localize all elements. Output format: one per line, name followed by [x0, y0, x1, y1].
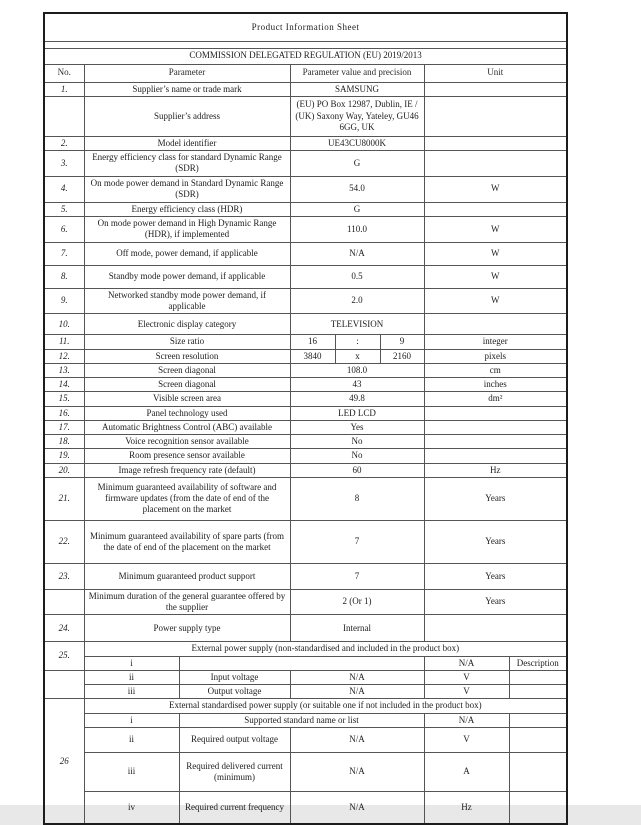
col-header-value: Parameter value and precision	[290, 64, 424, 82]
s26-iv-label: iv	[84, 791, 179, 824]
table-row	[44, 202, 567, 216]
table-row	[44, 335, 567, 349]
refresh-rate-value: 60	[290, 463, 424, 477]
table-row	[44, 685, 567, 699]
presence-sensor-label: Room presence sensor available	[84, 449, 290, 463]
psu-type-unit	[424, 615, 567, 642]
power-hdr-value: 110.0	[290, 216, 424, 242]
col-header-unit: Unit	[424, 64, 567, 82]
s25-iii-extra	[509, 685, 567, 699]
eei-sdr-value: G	[290, 151, 424, 177]
refresh-rate-unit: Hz	[424, 463, 567, 477]
table-row	[44, 265, 567, 288]
table-row	[44, 520, 567, 563]
voice-sensor-unit	[424, 435, 567, 449]
row-guarantee-no	[44, 589, 84, 615]
table-row	[44, 82, 567, 96]
s25-iii-parameter: Output voltage	[179, 685, 290, 699]
panel-tech-label: Panel technology used	[84, 406, 290, 420]
diagonal-cm-unit: cm	[424, 363, 567, 377]
abc-unit	[424, 420, 567, 434]
row-addr-no	[44, 96, 84, 136]
firmware-updates-unit: Years	[424, 477, 567, 520]
standby-value: 0.5	[290, 265, 424, 288]
display-category-label: Electronic display category	[84, 314, 290, 335]
table-row	[44, 449, 567, 463]
s26-ii-value: N/A	[290, 727, 424, 752]
table-row	[44, 392, 567, 406]
row-25-no: 25.	[44, 642, 84, 671]
row-14-no: 14.	[44, 378, 84, 392]
table-row	[44, 656, 567, 670]
diagonal-cm-label: Screen diagonal	[84, 363, 290, 377]
col-header-parameter: Parameter	[84, 64, 290, 82]
row-7-no: 7.	[44, 242, 84, 265]
section-26-header-row	[44, 699, 567, 713]
section-25-header-row	[44, 642, 567, 656]
product-info-table	[43, 12, 568, 825]
row-16-no: 16.	[44, 406, 84, 420]
s26-i-unit: N/A	[424, 713, 509, 727]
row-23-no: 23.	[44, 563, 84, 589]
row-5-no: 5.	[44, 202, 84, 216]
title-spacer	[44, 41, 567, 48]
off-mode-value: N/A	[290, 242, 424, 265]
row-3-no: 3.	[44, 151, 84, 177]
s26-iii-extra	[509, 752, 567, 791]
screen-area-value: 49.8	[290, 392, 424, 406]
eei-sdr-label: Energy efficiency class for standard Dynamic Range (SDR)	[84, 151, 290, 177]
s26-iii-parameter: Required delivered current (minimum)	[179, 752, 290, 791]
row-22-no: 22.	[44, 520, 84, 563]
s26-iii-unit: A	[424, 752, 509, 791]
resolution-value-v: 2160	[380, 349, 424, 363]
power-hdr-unit: W	[424, 216, 567, 242]
table-row	[44, 420, 567, 434]
col-header-no: No.	[44, 64, 84, 82]
table-row	[44, 563, 567, 589]
power-sdr-unit: W	[424, 176, 567, 202]
screen-area-label: Visible screen area	[84, 392, 290, 406]
size-ratio-separator: :	[335, 335, 380, 349]
table-row	[44, 752, 567, 791]
abc-value: Yes	[290, 420, 424, 434]
table-row	[44, 363, 567, 377]
table-row	[44, 615, 567, 642]
size-ratio-unit: integer	[424, 335, 567, 349]
s26-iii-label: iii	[84, 752, 179, 791]
size-ratio-value-1: 16	[290, 335, 335, 349]
diagonal-inch-value: 43	[290, 378, 424, 392]
firmware-updates-value: 8	[290, 477, 424, 520]
size-ratio-value-2: 9	[380, 335, 424, 349]
guarantee-value: 2 (Or 1)	[290, 589, 424, 615]
table-row	[44, 477, 567, 520]
s25-ii-value: N/A	[290, 670, 424, 684]
s26-i-parameter: Supported standard name or list	[179, 713, 424, 727]
row-1-no: 1.	[44, 82, 84, 96]
s25-no-spacer	[44, 670, 84, 699]
row-15-no: 15.	[44, 392, 84, 406]
table-row	[44, 288, 567, 314]
s26-iv-unit: Hz	[424, 791, 509, 824]
guarantee-unit: Years	[424, 589, 567, 615]
s25-i-unit: N/A	[424, 656, 509, 670]
row-21-no: 21.	[44, 477, 84, 520]
s25-i-label: i	[84, 656, 179, 670]
spare-parts-unit: Years	[424, 520, 567, 563]
supplier-name-label: Supplier’s name or trade mark	[84, 82, 290, 96]
row-6-no: 6.	[44, 216, 84, 242]
table-row	[44, 406, 567, 420]
networked-standby-label: Networked standby mode power demand, if applicable	[84, 288, 290, 314]
resolution-unit: pixels	[424, 349, 567, 363]
supplier-address-unit	[424, 96, 567, 136]
diagonal-cm-value: 108.0	[290, 363, 424, 377]
standby-unit: W	[424, 265, 567, 288]
psu-type-value: Internal	[290, 615, 424, 642]
size-ratio-label: Size ratio	[84, 335, 290, 349]
voice-sensor-label: Voice recognition sensor available	[84, 435, 290, 449]
diagonal-inch-label: Screen diagonal	[84, 378, 290, 392]
abc-label: Automatic Brightness Control (ABC) available	[84, 420, 290, 434]
table-row	[44, 151, 567, 177]
standby-label: Standby mode power demand, if applicable	[84, 265, 290, 288]
presence-sensor-value: No	[290, 449, 424, 463]
row-26-no: 26	[44, 699, 84, 825]
table-row	[44, 435, 567, 449]
s25-iii-label: iii	[84, 685, 179, 699]
table-row	[44, 349, 567, 363]
external-psu-header: External power supply (non-standardised and included in the product box)	[84, 642, 567, 656]
product-support-label: Minimum guaranteed product support	[84, 563, 290, 589]
s25-ii-unit: V	[424, 670, 509, 684]
row-12-no: 12.	[44, 349, 84, 363]
s26-i-label: i	[84, 713, 179, 727]
screen-area-unit: dm²	[424, 392, 567, 406]
row-11-no: 11.	[44, 335, 84, 349]
supplier-name-unit	[424, 82, 567, 96]
row-17-no: 17.	[44, 420, 84, 434]
model-identifier-label: Model identifier	[84, 136, 290, 150]
panel-tech-unit	[424, 406, 567, 420]
psu-type-label: Power supply type	[84, 615, 290, 642]
spare-parts-value: 7	[290, 520, 424, 563]
page-title: Product Information Sheet	[44, 13, 567, 41]
s25-iii-unit: V	[424, 685, 509, 699]
supplier-address-value: (EU) PO Box 12987, Dublin, IE / (UK) Saxony Way, Yateley, GU46 6GG, UK	[290, 96, 424, 136]
table-row	[44, 242, 567, 265]
resolution-label: Screen resolution	[84, 349, 290, 363]
table-row	[44, 136, 567, 150]
eei-sdr-unit	[424, 151, 567, 177]
row-13-no: 13.	[44, 363, 84, 377]
supplier-name-value: SAMSUNG	[290, 82, 424, 96]
panel-tech-value: LED LCD	[290, 406, 424, 420]
presence-sensor-unit	[424, 449, 567, 463]
row-4-no: 4.	[44, 176, 84, 202]
off-mode-label: Off mode, power demand, if applicable	[84, 242, 290, 265]
row-24-no: 24.	[44, 615, 84, 642]
resolution-value-h: 3840	[290, 349, 335, 363]
s26-ii-parameter: Required output voltage	[179, 727, 290, 752]
table-row	[44, 670, 567, 684]
power-hdr-label: On mode power demand in High Dynamic Range (HDR), if implemented	[84, 216, 290, 242]
power-sdr-label: On mode power demand in Standard Dynamic Range (SDR)	[84, 176, 290, 202]
firmware-updates-label: Minimum guaranteed availability of software and firmware updates (from the date of end of the placement on the market	[84, 477, 290, 520]
s26-iv-value: N/A	[290, 791, 424, 824]
table-row	[44, 589, 567, 615]
table-row	[44, 314, 567, 335]
table-row	[44, 791, 567, 824]
table-row	[44, 713, 567, 727]
guarantee-label: Minimum duration of the general guarantee offered by the supplier	[84, 589, 290, 615]
table-row	[44, 727, 567, 752]
s25-ii-label: ii	[84, 670, 179, 684]
s26-iv-parameter: Required current frequency	[179, 791, 290, 824]
table-row	[44, 176, 567, 202]
row-18-no: 18.	[44, 435, 84, 449]
product-support-unit: Years	[424, 563, 567, 589]
s26-ii-label: ii	[84, 727, 179, 752]
row-8-no: 8.	[44, 265, 84, 288]
s26-i-extra	[509, 713, 567, 727]
product-support-value: 7	[290, 563, 424, 589]
table-row	[44, 216, 567, 242]
s25-ii-extra	[509, 670, 567, 684]
resolution-separator: x	[335, 349, 380, 363]
off-mode-unit: W	[424, 242, 567, 265]
networked-standby-value: 2.0	[290, 288, 424, 314]
row-20-no: 20.	[44, 463, 84, 477]
s26-iv-extra	[509, 791, 567, 824]
s25-i-description: Description	[509, 656, 567, 670]
s26-iii-value: N/A	[290, 752, 424, 791]
table-row	[44, 463, 567, 477]
model-identifier-unit	[424, 136, 567, 150]
s26-ii-extra	[509, 727, 567, 752]
row-10-no: 10.	[44, 314, 84, 335]
s25-iii-value: N/A	[290, 685, 424, 699]
s26-ii-unit: V	[424, 727, 509, 752]
spare-parts-label: Minimum guaranteed availability of spare parts (from the date of end of the placement on the market	[84, 520, 290, 563]
eei-hdr-value: G	[290, 202, 424, 216]
eei-hdr-unit	[424, 202, 567, 216]
display-category-unit	[424, 314, 567, 335]
s25-ii-parameter: Input voltage	[179, 670, 290, 684]
row-19-no: 19.	[44, 449, 84, 463]
diagonal-inch-unit: inches	[424, 378, 567, 392]
table-row	[44, 378, 567, 392]
table-row	[44, 96, 567, 136]
s25-i-parameter	[179, 656, 424, 670]
voice-sensor-value: No	[290, 435, 424, 449]
eei-hdr-label: Energy efficiency class (HDR)	[84, 202, 290, 216]
networked-standby-unit: W	[424, 288, 567, 314]
regulation-subtitle: COMMISSION DELEGATED REGULATION (EU) 2019/2013	[44, 48, 567, 64]
supplier-address-label: Supplier’s address	[84, 96, 290, 136]
external-std-psu-header: External standardised power supply (or suitable one if not included in the product box)	[84, 699, 567, 713]
model-identifier-value: UE43CU8000K	[290, 136, 424, 150]
display-category-value: TELEVISION	[290, 314, 424, 335]
row-2-no: 2.	[44, 136, 84, 150]
refresh-rate-label: Image refresh frequency rate (default)	[84, 463, 290, 477]
row-9-no: 9.	[44, 288, 84, 314]
power-sdr-value: 54.0	[290, 176, 424, 202]
